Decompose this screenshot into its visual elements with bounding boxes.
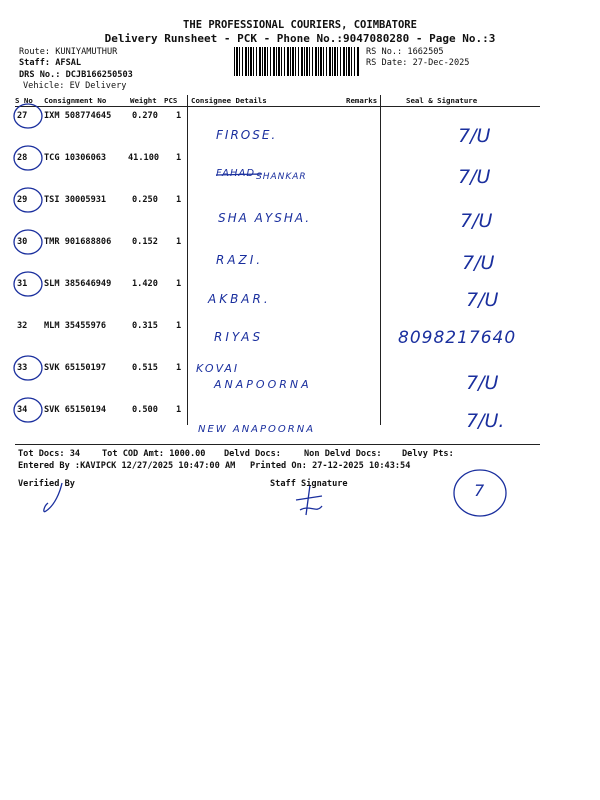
row-consignment: IXM 508774645: [44, 111, 112, 121]
delvy-pts: Delvy Pts:: [402, 449, 454, 459]
row-weight: 0.315: [132, 321, 158, 331]
signature-handwritten: 7/U: [462, 252, 495, 274]
signature-handwritten: 7/U: [460, 210, 493, 232]
verified-by-label: Verified By: [18, 479, 75, 489]
sno-circle: [14, 188, 42, 212]
signature-handwritten: 7/U: [458, 125, 491, 147]
row-consignment: MLM 35455976: [44, 321, 107, 331]
staff: Staff: AFSAL: [19, 58, 82, 68]
col-weight: Weight: [130, 96, 157, 105]
row-weight: 0.500: [132, 405, 158, 415]
signature-handwritten: 7/U.: [466, 410, 505, 432]
vehicle: Vehicle: EV Delivery: [23, 81, 127, 91]
rs-date: RS Date: 27-Dec-2025: [366, 58, 470, 68]
sno-circle: [14, 356, 42, 380]
sno-circle: [14, 230, 42, 254]
staff-signature: [296, 485, 322, 515]
row-pcs: 1: [176, 111, 182, 121]
entered-by: Entered By :KAVIPCK 12/27/2025 10:47:00 AM: [18, 461, 236, 471]
consignee-handwritten: AKBAR.: [208, 292, 271, 306]
sno-circle: [14, 104, 42, 128]
consignee-handwritten: NEW ANAPOORNA: [198, 424, 316, 435]
staff-signature-label: Staff Signature: [270, 479, 348, 489]
sno-circle: [14, 146, 42, 170]
row-sno: 32: [17, 321, 28, 331]
drs-number: DRS No.: DCJB166250503: [19, 70, 133, 80]
tot-cod-amt: Tot COD Amt: 1000.00: [102, 449, 206, 459]
tot-docs: Tot Docs: 34: [18, 449, 81, 459]
consignee-handwritten-struck: FAHAD: [216, 168, 256, 179]
row-sno: 28: [17, 153, 28, 163]
row-pcs: 1: [176, 153, 182, 163]
row-weight: 0.250: [132, 195, 158, 205]
col-remarks: Remarks: [346, 96, 378, 105]
row-pcs: 1: [176, 405, 182, 415]
row-weight: 0.515: [132, 363, 158, 373]
signature-handwritten: 8098217640: [398, 328, 517, 348]
row-pcs: 1: [176, 237, 182, 247]
signature-handwritten: 7/U: [466, 372, 499, 394]
row-consignment: SLM 385646949: [44, 279, 112, 289]
row-sno: 30: [17, 237, 28, 247]
sno-circle: [14, 272, 42, 296]
col-pcs: PCS: [164, 96, 178, 105]
row-consignment: SVK 65150197: [44, 363, 107, 373]
signature-handwritten: 7/U: [458, 166, 491, 188]
col-seal-signature: Seal & Signature: [406, 96, 478, 105]
row-weight: 0.152: [132, 237, 158, 247]
row-sno: 34: [17, 405, 28, 415]
row-consignment: TMR 901688806: [44, 237, 112, 247]
consignee-handwritten: RIYAS: [214, 330, 264, 344]
delvd-docs: Delvd Docs:: [224, 449, 281, 459]
row-weight: 1.420: [132, 279, 158, 289]
rs-number: RS No.: 1662505: [366, 47, 444, 57]
row-pcs: 1: [176, 363, 182, 373]
row-consignment: SVK 65150194: [44, 405, 107, 415]
col-consignment: Consignment No: [44, 96, 107, 105]
consignee-handwritten: FIROSE.: [216, 128, 278, 142]
route: Route: KUNIYAMUTHUR: [19, 47, 118, 57]
sno-circle: [14, 398, 42, 422]
consignee-handwritten: ANAPOORNA: [214, 378, 312, 391]
row-sno: 33: [17, 363, 28, 373]
consignee-handwritten: SHANKAR: [256, 172, 307, 182]
runsheet-title: Delivery Runsheet - PCK - Phone No.:9047080280 - Page No.:3: [104, 32, 496, 45]
consignee-handwritten: KOVAI: [196, 362, 240, 375]
circled-mark-text: 7: [474, 481, 485, 500]
row-weight: 0.270: [132, 111, 158, 121]
non-delvd-docs: Non Delvd Docs:: [304, 449, 382, 459]
company-title: THE PROFESSIONAL COURIERS, COIMBATORE: [183, 19, 417, 31]
row-sno: 31: [17, 279, 28, 289]
footer-divider: [15, 444, 540, 445]
row-pcs: 1: [176, 321, 182, 331]
printed-on: Printed On: 27-12-2025 10:43:54: [250, 461, 411, 471]
row-consignment: TSI 30005931: [44, 195, 107, 205]
consignee-handwritten: SHA AYSHA.: [218, 211, 312, 225]
row-pcs: 1: [176, 279, 182, 289]
row-sno: 29: [17, 195, 28, 205]
row-consignment: TCG 10306063: [44, 153, 107, 163]
row-weight: 41.100: [128, 153, 160, 163]
col-sno: S No: [15, 96, 33, 105]
row-sno: 27: [17, 111, 28, 121]
consignee-handwritten: RAZI.: [216, 253, 264, 267]
row-pcs: 1: [176, 195, 182, 205]
col-consignee: Consignee Details: [191, 96, 267, 105]
signature-handwritten: 7/U: [466, 289, 499, 311]
